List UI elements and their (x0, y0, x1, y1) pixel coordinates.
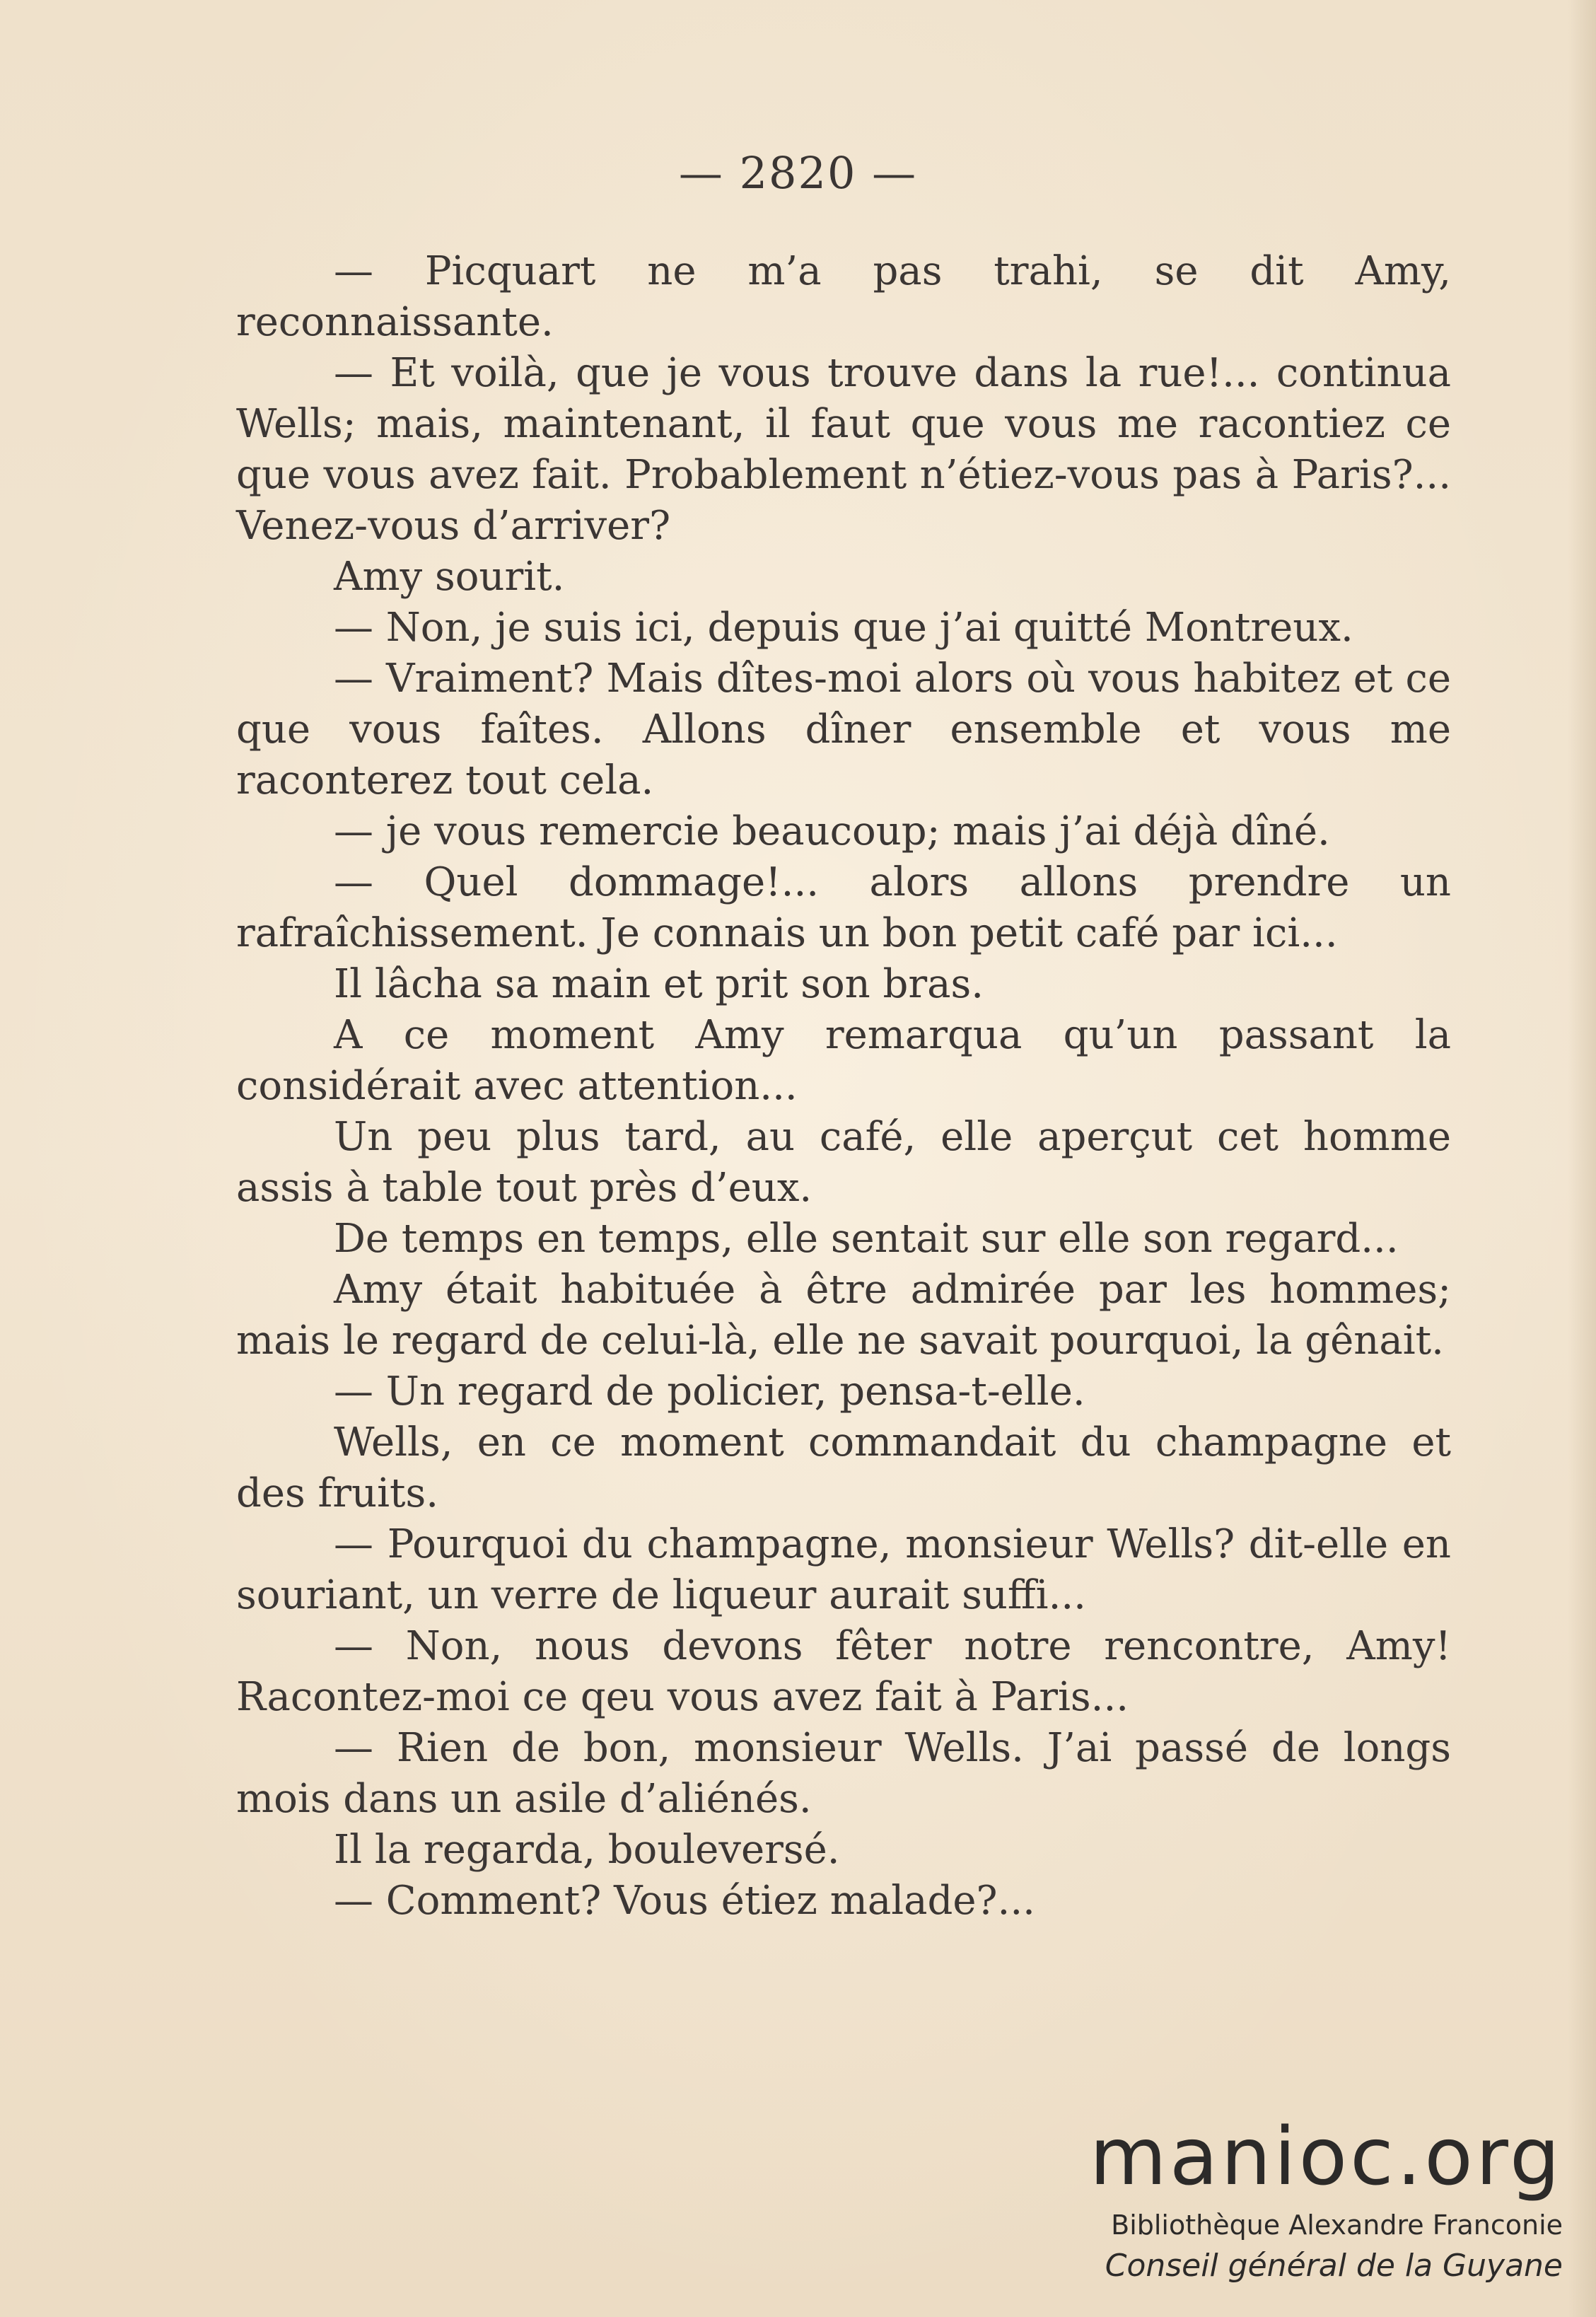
paragraph: Il la regarda, bouleversé. (334, 1827, 840, 1873)
paragraph: Wells, en ce moment commandait du champagne et des fruits. (236, 1419, 1451, 1516)
page-edge-shadow (1568, 0, 1596, 2317)
paragraph: A ce moment Amy remarqua qu’un passant la considérait avec attention... (236, 1012, 1451, 1109)
manioc-logo (1075, 2111, 1563, 2284)
logo-wordmark: manioc.org (1089, 2111, 1563, 2203)
paragraph: De temps en temps, elle sentait sur elle son regard... (334, 1216, 1399, 1262)
council-name: Conseil général de la Guyane (1105, 2248, 1563, 2284)
paragraph: — Non, nous devons fêter notre rencontre, Amy! Racontez-moi ce qeu vous avez fait à Paris... (236, 1623, 1451, 1720)
paragraph: — Picquart ne m’a pas trahi, se dit Amy, reconnaissante. (236, 248, 1451, 345)
paragraph: — Comment? Vous étiez malade?... (334, 1878, 1035, 1924)
paragraph: Amy était habituée à être admirée par les hommes; mais le regard de celui-là, elle ne savait pourquoi, la gênait. (236, 1267, 1451, 1364)
paragraph: — je vous remercie beaucoup; mais j’ai déjà dîné. (334, 808, 1330, 854)
paragraph: — Rien de bon, monsieur Wells. J’ai passé de longs mois dans un asile d’aliénés. (236, 1725, 1451, 1822)
library-name: Bibliothèque Alexandre Franconie (1111, 2209, 1563, 2241)
body-text (236, 246, 1451, 1927)
paragraph: — Vraiment? Mais dîtes-moi alors où vous habitez et ce que vous faîtes. Allons dîner ensemble et vous me raconterez tout cela. (236, 656, 1451, 803)
page-number: — 2820 — (678, 147, 918, 199)
paragraph: Amy sourit. (334, 554, 565, 600)
paragraph: Il lâcha sa main et prit son bras. (334, 961, 984, 1007)
paragraph: — Non, je suis ici, depuis que j’ai quitté Montreux. (334, 605, 1353, 651)
paragraph: Un peu plus tard, au café, elle aperçut cet homme assis à table tout près d’eux. (236, 1114, 1451, 1211)
paragraph: — Un regard de policier, pensa-t-elle. (334, 1369, 1085, 1415)
paragraph: — Pourquoi du champagne, monsieur Wells? dit-elle en souriant, un verre de liqueur aurait suffi... (236, 1521, 1451, 1618)
paragraph: — Quel dommage!... alors allons prendre un rafraîchissement. Je connais un bon petit café par ici... (236, 859, 1451, 956)
paragraph: — Et voilà, que je vous trouve dans la rue!... continua Wells; mais, maintenant, il faut que vous me racontiez ce que vous avez fait. Probablement n’étiez-vous pas à Paris?... Venez-vous d’arriver? (236, 350, 1451, 549)
